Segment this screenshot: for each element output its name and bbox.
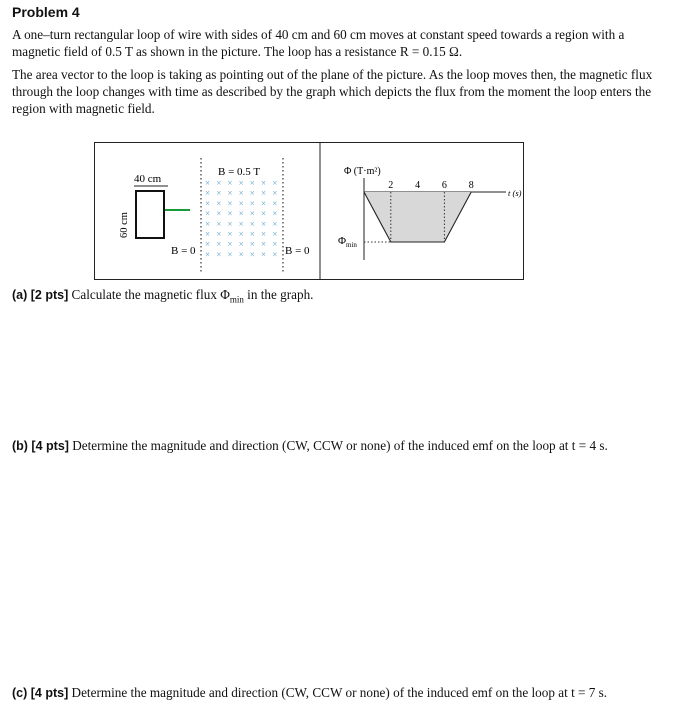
field-x-mark: × [227, 208, 233, 219]
field-x-mark: × [249, 218, 255, 229]
loop-height-label: 60 cm [119, 212, 130, 238]
field-x-mark: × [272, 229, 278, 239]
field-x-mark: × [205, 198, 211, 209]
problem-description: The area vector to the loop is taking as pointing out of the plane of the picture. As the loop moves then, the magnetic flux through the loop changes with time as described by the graph which depicts the flux from the moment the loop enters the region with magnetic field. [12, 67, 653, 116]
field-x-mark: × [205, 229, 211, 239]
field-x-mark: × [249, 239, 255, 250]
phi-min-symbol: Φ [338, 235, 347, 247]
question-b-text: Determine the magnitude and direction (CW, CCW or none) of the induced emf on the loop at t = 4 s. [68, 438, 608, 453]
field-x-mark: × [205, 178, 211, 188]
question-a [12, 286, 313, 309]
question-c-label: (c) [4 pts] [12, 686, 69, 700]
tick-label-8: 8 [468, 180, 474, 191]
field-x-mark: × [272, 178, 278, 188]
field-x-mark: × [238, 208, 244, 219]
field-x-mark: × [216, 249, 222, 260]
field-x-mark: × [238, 198, 244, 209]
field-x-mark: × [205, 188, 211, 199]
field-x-mark: × [261, 218, 267, 229]
field-x-mark: × [261, 178, 267, 188]
field-x-mark: × [272, 188, 278, 199]
field-x-mark: × [238, 229, 244, 239]
b-zero-left-label: B = 0 [171, 245, 196, 257]
field-x-mark: × [227, 249, 233, 260]
field-x-mark: × [238, 188, 244, 199]
field-x-mark: × [227, 239, 233, 250]
problem-figure [94, 142, 524, 280]
field-x-mark: × [272, 239, 278, 250]
field-x-mark: × [216, 198, 222, 209]
wire-loop [136, 191, 164, 238]
field-x-mark: × [272, 198, 278, 209]
question-a-tail: in the graph. [243, 287, 314, 302]
field-x-mark: × [216, 188, 222, 199]
field-x-mark: × [249, 178, 255, 188]
tick-label-2: 2 [388, 180, 394, 191]
field-x-mark: × [272, 249, 278, 260]
field-x-mark: × [205, 208, 211, 219]
problem-title: Problem 4 [12, 4, 80, 20]
field-x-mark: × [238, 239, 244, 250]
field-x-mark: × [238, 218, 244, 229]
field-x-mark: × [227, 198, 233, 209]
question-b [12, 437, 608, 455]
field-x-mark: × [261, 229, 267, 239]
field-x-mark: × [261, 208, 267, 219]
field-x-mark: × [261, 188, 267, 199]
field-x-mark: × [238, 178, 244, 188]
field-x-mark: × [227, 188, 233, 199]
field-x-mark: × [272, 208, 278, 219]
field-x-mark: × [261, 198, 267, 209]
field-x-mark: × [249, 188, 255, 199]
field-x-mark: × [216, 218, 222, 229]
field-label: B = 0.5 T [218, 166, 261, 178]
field-x-mark: × [227, 218, 233, 229]
question-a-sub: min [229, 294, 244, 305]
field-x-mark: × [261, 249, 267, 260]
field-x-mark: × [249, 249, 255, 260]
b-zero-right-label: B = 0 [285, 245, 310, 257]
phi-min-label [338, 235, 357, 249]
question-c [12, 684, 607, 702]
field-x-mark: × [249, 208, 255, 219]
field-x-mark: × [205, 218, 211, 229]
graph-x-label: t (s) [508, 188, 522, 198]
field-x-mark: × [261, 239, 267, 250]
magnetic-field-region [205, 178, 277, 259]
field-x-mark: × [227, 178, 233, 188]
field-x-mark: × [249, 198, 255, 209]
field-x-mark: × [227, 229, 233, 239]
problem-statement: A one–turn rectangular loop of wire with sides of 40 cm and 60 cm moves at constant speed towards a region with a magnetic field of 0.5 T as shown in the picture. The loop has a resistance R = 0.15 Ω. [12, 27, 625, 59]
question-b-label: (b) [4 pts] [12, 439, 69, 453]
graph-y-label: Φ (T·m²) [344, 166, 381, 177]
tick-label-6: 6 [441, 180, 447, 191]
field-x-mark: × [272, 218, 278, 229]
field-x-mark: × [249, 229, 255, 239]
field-x-mark: × [216, 178, 222, 188]
flux-area [364, 192, 471, 242]
field-x-mark: × [216, 239, 222, 250]
field-x-mark: × [205, 249, 211, 260]
field-x-mark: × [216, 229, 222, 239]
field-x-mark: × [216, 208, 222, 219]
loop-width-label: 40 cm [134, 173, 162, 185]
tick-label-4: 4 [415, 180, 421, 191]
question-a-text: Calculate the magnetic flux Φ [68, 287, 230, 302]
field-x-mark: × [205, 239, 211, 250]
question-c-text: Determine the magnitude and direction (CW, CCW or none) of the induced emf on the loop at t = 7 s. [68, 685, 608, 700]
phi-min-subscript: min [346, 241, 357, 249]
field-x-mark: × [238, 249, 244, 260]
question-a-label: (a) [2 pts] [12, 288, 69, 302]
